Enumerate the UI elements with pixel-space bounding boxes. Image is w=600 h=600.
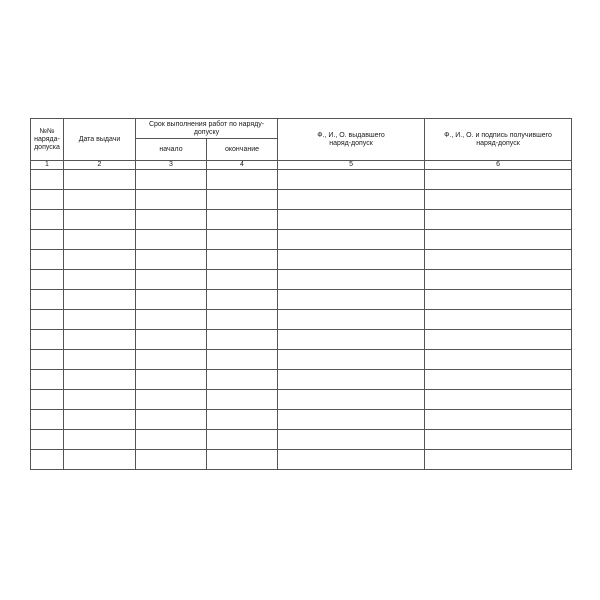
table-cell xyxy=(31,210,64,230)
table-cell xyxy=(64,370,136,390)
table-cell xyxy=(136,410,207,430)
work-permit-log-table xyxy=(30,118,572,470)
table-cell xyxy=(136,350,207,370)
header-issue-date: Дата выдачи xyxy=(64,119,136,161)
table-cell xyxy=(207,170,278,190)
column-number-row xyxy=(31,161,572,170)
table-cell xyxy=(31,230,64,250)
table-cell xyxy=(64,330,136,350)
table-cell xyxy=(136,170,207,190)
table-cell xyxy=(425,210,572,230)
table-cell xyxy=(278,250,425,270)
table-cell xyxy=(425,450,572,470)
table-cell xyxy=(278,210,425,230)
table-cell xyxy=(136,330,207,350)
table-cell xyxy=(31,290,64,310)
table-cell xyxy=(31,190,64,210)
table-cell xyxy=(64,270,136,290)
table-row xyxy=(31,410,572,430)
table-cell xyxy=(31,350,64,370)
table-cell xyxy=(425,410,572,430)
table-cell xyxy=(278,390,425,410)
table-body xyxy=(31,170,572,470)
table-cell xyxy=(425,350,572,370)
table-row xyxy=(31,330,572,350)
table-row xyxy=(31,350,572,370)
table-cell xyxy=(425,390,572,410)
table-cell xyxy=(207,450,278,470)
table-cell xyxy=(136,390,207,410)
table-cell xyxy=(207,410,278,430)
table-cell xyxy=(64,350,136,370)
table-row xyxy=(31,310,572,330)
table-row xyxy=(31,230,572,250)
table-cell xyxy=(31,310,64,330)
table-cell xyxy=(278,430,425,450)
header-start: начало xyxy=(136,139,207,161)
table-cell xyxy=(278,330,425,350)
table-cell xyxy=(207,290,278,310)
table-cell xyxy=(31,330,64,350)
table-cell xyxy=(278,350,425,370)
table-row xyxy=(31,170,572,190)
table-cell xyxy=(207,310,278,330)
table-row xyxy=(31,390,572,410)
column-number: 6 xyxy=(425,161,572,170)
column-number: 5 xyxy=(278,161,425,170)
table-cell xyxy=(31,270,64,290)
header-row-top xyxy=(31,119,572,139)
table-row xyxy=(31,250,572,270)
table-cell xyxy=(425,250,572,270)
header-issuer-name: Ф., И., О. выдавшего наряд-допуск xyxy=(278,119,425,161)
table-cell xyxy=(425,190,572,210)
table-cell xyxy=(136,230,207,250)
table-cell xyxy=(207,370,278,390)
table-cell xyxy=(31,430,64,450)
table-cell xyxy=(136,250,207,270)
table-cell xyxy=(207,350,278,370)
table-cell xyxy=(278,190,425,210)
table-cell xyxy=(425,370,572,390)
table-cell xyxy=(64,190,136,210)
table-cell xyxy=(278,310,425,330)
table-cell xyxy=(136,310,207,330)
table-cell xyxy=(31,450,64,470)
table-cell xyxy=(278,410,425,430)
table-cell xyxy=(207,210,278,230)
table-cell xyxy=(64,170,136,190)
table-cell xyxy=(207,190,278,210)
table-cell xyxy=(207,270,278,290)
table-cell xyxy=(278,290,425,310)
header-permit-number: №№ наряда-допуска xyxy=(31,119,64,161)
table-cell xyxy=(64,410,136,430)
table-cell xyxy=(136,370,207,390)
table-cell xyxy=(207,330,278,350)
table-cell xyxy=(64,230,136,250)
table-cell xyxy=(425,230,572,250)
table-cell xyxy=(425,430,572,450)
table-cell xyxy=(64,310,136,330)
table-row xyxy=(31,370,572,390)
table-cell xyxy=(278,450,425,470)
table-cell xyxy=(425,270,572,290)
table-cell xyxy=(425,310,572,330)
table-cell xyxy=(278,170,425,190)
table-cell xyxy=(136,190,207,210)
table-cell xyxy=(136,430,207,450)
table-cell xyxy=(425,170,572,190)
header-recipient-name-signature: Ф., И., О. и подпись получившего наряд-допуск xyxy=(425,119,572,161)
table-cell xyxy=(31,250,64,270)
table-cell xyxy=(136,450,207,470)
table-row xyxy=(31,190,572,210)
table-row xyxy=(31,450,572,470)
column-number: 1 xyxy=(31,161,64,170)
table-row xyxy=(31,210,572,230)
table-cell xyxy=(207,390,278,410)
work-permit-log-form xyxy=(30,118,571,470)
table-row xyxy=(31,270,572,290)
table-cell xyxy=(64,450,136,470)
table-cell xyxy=(425,290,572,310)
header-end: окончание xyxy=(207,139,278,161)
table-cell xyxy=(64,250,136,270)
header-work-period: Срок выполнения работ по наряду-допуску xyxy=(136,119,278,139)
table-cell xyxy=(31,170,64,190)
table-cell xyxy=(425,330,572,350)
table-cell xyxy=(64,210,136,230)
table-cell xyxy=(136,290,207,310)
table-cell xyxy=(207,430,278,450)
table-row xyxy=(31,290,572,310)
table-cell xyxy=(64,430,136,450)
table-cell xyxy=(207,250,278,270)
table-row xyxy=(31,430,572,450)
column-number: 2 xyxy=(64,161,136,170)
table-cell xyxy=(31,370,64,390)
table-cell xyxy=(64,390,136,410)
table-cell xyxy=(136,270,207,290)
table-cell xyxy=(278,370,425,390)
table-cell xyxy=(64,290,136,310)
table-cell xyxy=(136,210,207,230)
column-number: 3 xyxy=(136,161,207,170)
table-cell xyxy=(31,390,64,410)
column-number: 4 xyxy=(207,161,278,170)
table-cell xyxy=(278,230,425,250)
table-cell xyxy=(31,410,64,430)
table-cell xyxy=(207,230,278,250)
table-cell xyxy=(278,270,425,290)
